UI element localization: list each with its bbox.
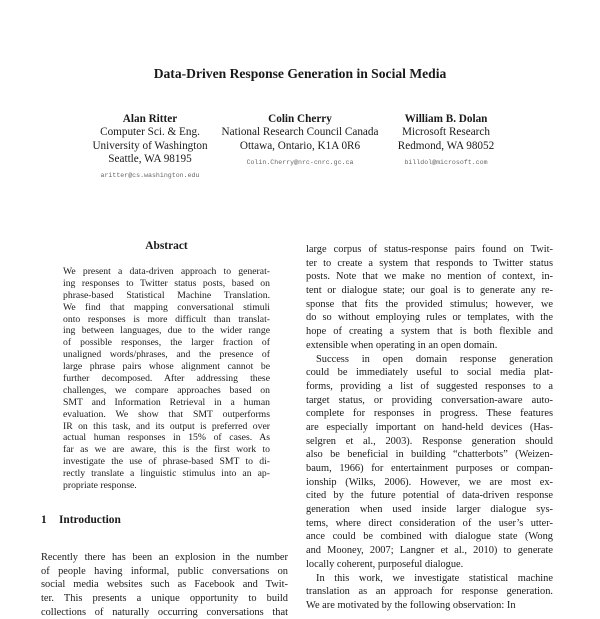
text-line: challenges, we compare approaches based on <box>63 384 270 396</box>
text-line: propriate response. <box>63 480 137 492</box>
text-line: onto responses is more difficult than translat- <box>63 313 270 325</box>
text-line: also be beneficial in building “chatterbots” (Weizen- <box>306 449 553 461</box>
text-line: We find that mapping conversational stimuli <box>63 301 270 313</box>
text-line: of possible responses, the larger fraction of <box>63 337 270 349</box>
author-block <box>222 113 379 169</box>
text-line: Recently there has been an explosion in the number <box>41 552 288 563</box>
text-line: tems, where direct consideration of the user’s utter- <box>306 517 553 529</box>
author-email: aritter@cs.washington.edu <box>100 172 200 180</box>
text-line: unaligned words/phrases, and the presence of <box>63 349 270 361</box>
text-line: baum, 1966) for entertainment purposes or compan- <box>306 463 553 474</box>
text-line: sponse that fits the provided stimulus; however, we <box>306 298 553 310</box>
author-email: Colin.Cherry@nrc-cnrc.gc.ca <box>246 158 354 166</box>
abstract-body <box>63 266 270 492</box>
text-line: actual human responses in 15% of cases. As <box>63 432 270 444</box>
author-address: Ottawa, Ontario, K1A 0R6 <box>239 139 361 152</box>
text-line: We are motivated by the following observation: In <box>306 599 516 611</box>
paper-title: Data-Driven Response Generation in Social Media <box>153 66 447 81</box>
text-line: phrase-based Statistical Machine Translation. <box>63 289 270 301</box>
text-line: do so without employing rules or templates, with the <box>306 312 553 324</box>
text-line: hope of creating a system that is both flexible and <box>306 326 553 338</box>
text-line: ionship (Wilks, 2006). However, we are most ex- <box>306 476 553 488</box>
author-affiliation: University of Washington <box>92 139 208 152</box>
section-heading-introduction <box>41 514 121 526</box>
text-line: rectly translate a linguistic stimulus into an ap- <box>63 468 270 480</box>
text-line: further decomposed. After addressing these <box>63 373 270 385</box>
author-name: Colin Cherry <box>268 113 332 125</box>
text-line: ing responses to Twitter status posts, based on <box>63 277 270 289</box>
text-line: and Mooney, 2007; Langner et al., 2010) to generate <box>306 545 553 557</box>
paragraph <box>306 243 553 353</box>
text-line: selgren et al., 2003). Response generation should <box>306 435 553 447</box>
author-name: Alan Ritter <box>122 113 178 125</box>
text-line: We present a data-driven approach to generat- <box>63 266 270 277</box>
text-line: collections of naturally occurring conversations that <box>41 606 288 618</box>
right-column <box>306 243 553 613</box>
author-email: billdol@microsoft.com <box>404 158 488 166</box>
section-number: 1 <box>41 514 47 526</box>
text-line: IR on this task, and its output is preferred over <box>63 420 270 432</box>
text-line: SMT and Information Retrieval in a human <box>63 396 270 408</box>
paragraph <box>306 353 553 572</box>
author-address: Seattle, WA 98195 <box>108 152 192 165</box>
text-line: large corpus of status-response pairs found on Twit- <box>306 244 553 255</box>
text-line: In this work, we investigate statistical machine <box>316 572 553 584</box>
author-affiliation: Microsoft Research <box>402 126 490 139</box>
text-line: social media websites such as Facebook and Twit- <box>41 579 288 591</box>
text-line: ing between languages, due to the wider range <box>63 325 270 337</box>
text-line: complete for responses in progress. These features <box>306 408 553 420</box>
text-line: translation as an approach for response generation. <box>306 586 553 598</box>
text-line: investigate the use of phrase-based SMT to di- <box>63 456 270 468</box>
paragraph <box>306 572 553 613</box>
author-name: William B. Dolan <box>404 113 488 125</box>
text-line: locally coherent, purposeful dialogue. <box>306 558 464 570</box>
text-line: target status, or providing conversation-aware auto- <box>306 394 553 406</box>
text-line: large phrase pairs whose alignment cannot be <box>63 361 270 373</box>
author-affiliation: Computer Sci. & Eng. <box>100 126 200 139</box>
text-line: posts. Note that we make no mention of context, in- <box>306 271 553 283</box>
section-title: Introduction <box>59 514 121 526</box>
author-affiliation: National Research Council Canada <box>221 126 379 139</box>
text-line: could be immediately useful to social media plat- <box>306 367 553 379</box>
author-block <box>398 113 494 169</box>
text-line: ter to create a system that responds to Twitter status <box>306 257 553 269</box>
abstract-heading: Abstract <box>145 240 188 252</box>
text-line: of people having informal, public conversations on <box>41 565 288 577</box>
text-line: ance could be combined with dialogue state (Wong <box>306 531 553 543</box>
text-line: ter. This presents a unique opportunity to build <box>41 593 288 605</box>
text-line: far as we are aware, this is the first work to <box>63 444 270 456</box>
text-line: forms, providing a list of suggested responses to a <box>306 380 553 392</box>
text-line: cited by the future potential of data-driven response <box>306 490 553 502</box>
author-address: Redmond, WA 98052 <box>397 139 495 152</box>
introduction-body <box>41 551 288 619</box>
text-line: Success in open domain response generation <box>316 353 553 365</box>
text-line: extensible when operating in an open domain. <box>306 339 498 351</box>
text-line: are especially important on hand-held devices (Has- <box>306 421 553 433</box>
text-line: evaluation. We show that SMT outperforms <box>63 408 270 420</box>
text-line: tent or dialogue state; our goal is to generate any re- <box>306 285 553 297</box>
author-block <box>92 113 207 182</box>
text-line: generation when used inside larger dialogue sys- <box>306 504 553 516</box>
